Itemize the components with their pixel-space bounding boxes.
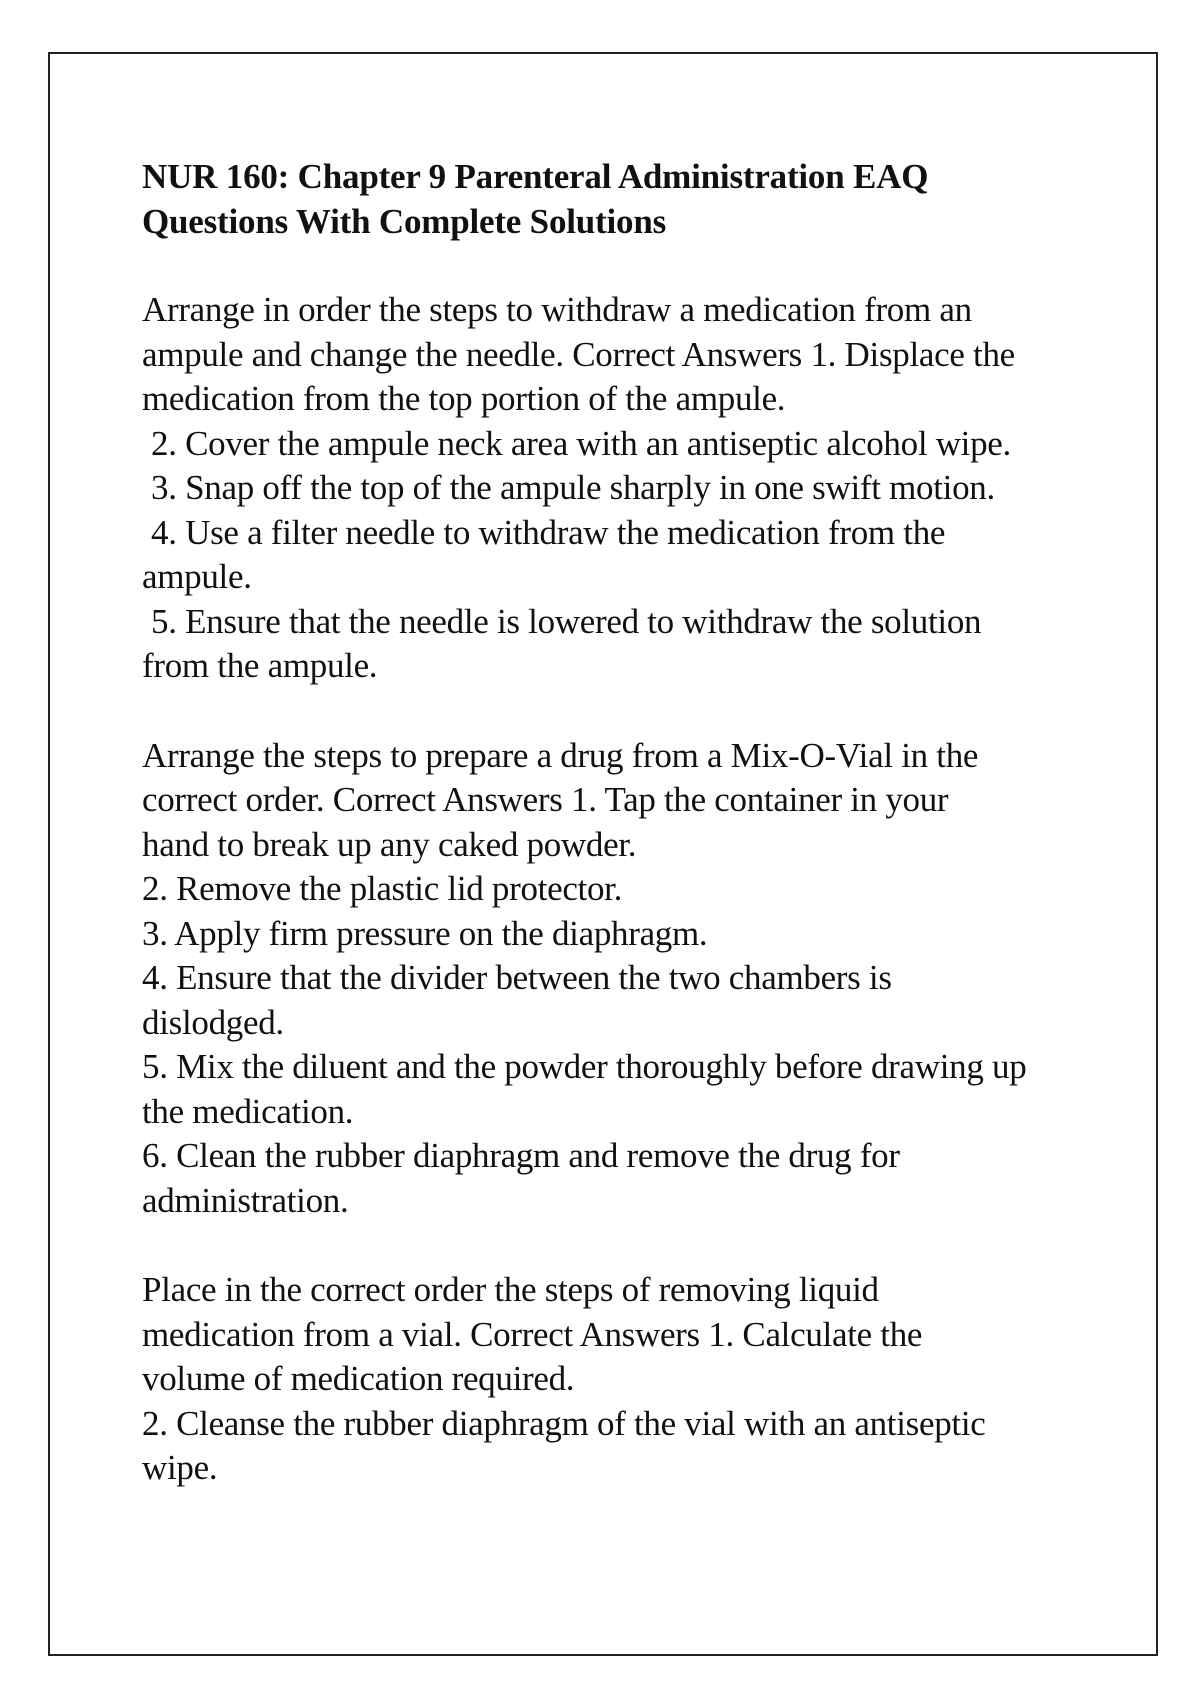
text-line: correct order. Correct Answers 1. Tap the container in your xyxy=(142,780,949,819)
text-line: administration. xyxy=(142,1180,349,1220)
text-line: wipe. xyxy=(142,1448,218,1487)
answer-step: 2. Cleanse the rubber diaphragm of the vial with an antiseptic xyxy=(142,1403,986,1443)
text-line: medication from a vial. Correct Answers 1. Calculate the xyxy=(142,1314,923,1354)
text-line: the medication. xyxy=(142,1091,354,1131)
answer-step: 3. Snap off the top of the ampule sharply in one swift motion. xyxy=(151,468,995,507)
answer-step: 3. Apply firm pressure on the diaphragm. xyxy=(142,913,708,953)
answer-step: 2. Remove the plastic lid protector. xyxy=(142,869,623,908)
text-line: from the ampule. xyxy=(142,646,378,685)
answer-step: 2. Cover the ampule neck area with an antiseptic alcohol wipe. xyxy=(151,423,1011,463)
answer-step: 6. Clean the rubber diaphragm and remove the drug for xyxy=(142,1136,900,1175)
question-block-ampule xyxy=(142,288,1082,689)
text-line: Arrange the steps to prepare a drug from a Mix-O-Vial in the xyxy=(142,735,979,775)
answer-step: 4. Use a filter needle to withdraw the medication from the xyxy=(151,512,946,552)
answer-step: 4. Ensure that the divider between the two chambers is xyxy=(142,958,892,997)
title-line: Questions With Complete Solutions xyxy=(142,202,667,241)
question-block-mix-o-vial xyxy=(142,734,1082,1224)
title-line: NUR 160: Chapter 9 Parenteral Administration EAQ xyxy=(142,157,929,196)
question-block-vial xyxy=(142,1268,1082,1491)
document-title xyxy=(142,154,1082,244)
text-line: dislodged. xyxy=(142,1002,284,1042)
text-line: ampule and change the needle. Correct Answers 1. Displace the xyxy=(142,334,1015,374)
document-body xyxy=(142,154,1082,1536)
text-line: ampule. xyxy=(142,557,252,596)
answer-step: 5. Ensure that the needle is lowered to withdraw the solution xyxy=(151,601,982,641)
text-line: medication from the top portion of the ampule. xyxy=(142,379,786,418)
answer-step: 5. Mix the diluent and the powder thoroughly before drawing up xyxy=(142,1047,1027,1086)
text-line: Place in the correct order the steps of removing liquid xyxy=(142,1270,879,1309)
text-line: Arrange in order the steps to withdraw a medication from an xyxy=(142,290,972,329)
text-line: hand to break up any caked powder. xyxy=(142,824,637,864)
text-line: volume of medication required. xyxy=(142,1359,575,1398)
